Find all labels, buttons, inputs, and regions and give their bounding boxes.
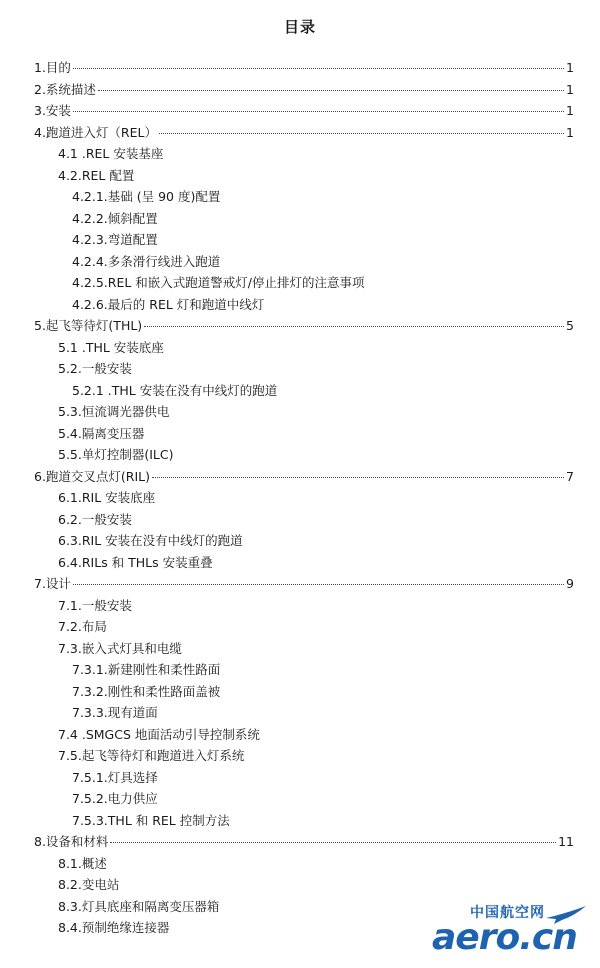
- toc-entry-page: 11: [558, 834, 574, 849]
- toc-entry[interactable]: [72, 381, 277, 401]
- toc-entry-label: 7.3.2.刚性和柔性路面盖被: [72, 683, 221, 699]
- toc-dot-leader: [73, 111, 564, 112]
- toc-entry[interactable]: [58, 424, 144, 444]
- toc-entry[interactable]: [58, 746, 244, 766]
- toc-entry-label: 6.3.RIL 安装在没有中线灯的跑道: [58, 533, 243, 548]
- toc-dot-leader: [73, 584, 564, 585]
- toc-entry-label: 4.2.6.最后的 REL 灯和跑道中线灯: [72, 296, 265, 312]
- toc-entry[interactable]: [72, 660, 220, 680]
- toc-dot-leader: [98, 90, 564, 91]
- toc-entry-page: 1: [566, 60, 574, 75]
- toc-entry-label: 4.跑道进入灯（REL）: [34, 124, 157, 140]
- toc-entry-page: 5: [566, 318, 574, 333]
- toc-entry-label: 5.1 .THL 安装底座: [58, 339, 164, 355]
- toc-entry-label: 8.3.灯具底座和隔离变压器箱: [58, 898, 220, 914]
- toc-entry-label: 7.5.2.电力供应: [72, 791, 158, 806]
- toc-entry-label: 7.4 .SMGCS 地面活动引导控制系统: [58, 726, 260, 742]
- toc-entry[interactable]: [58, 918, 169, 938]
- toc-entry[interactable]: [58, 596, 132, 616]
- toc-entry[interactable]: [72, 789, 158, 809]
- toc-entry[interactable]: [58, 725, 260, 745]
- toc-entry[interactable]: [72, 703, 158, 723]
- toc-entry-label: 6.跑道交叉点灯(RIL): [34, 468, 151, 484]
- toc-entry-label: 8.4.预制绝缘连接器: [58, 920, 170, 935]
- toc-entry[interactable]: [58, 897, 219, 917]
- toc-entry[interactable]: [34, 832, 574, 852]
- toc-entry[interactable]: [58, 553, 213, 573]
- toc-entry-label: 7.5.起飞等待灯和跑道进入灯系统: [58, 748, 245, 763]
- toc-entry[interactable]: [72, 230, 158, 250]
- toc-entry-label: 4.2.REL 配置: [58, 167, 135, 183]
- toc-entry-label: 1.目的: [34, 60, 71, 75]
- toc-entry-label: 7.设计: [34, 576, 71, 591]
- toc-entry[interactable]: [34, 574, 574, 594]
- toc-entry-label: 5.3.恒流调光器供电: [58, 404, 170, 419]
- toc-entry[interactable]: [58, 617, 107, 637]
- toc-entry[interactable]: [34, 80, 574, 100]
- toc-entry[interactable]: [58, 359, 132, 379]
- toc-entry-label: 7.1.一般安装: [58, 597, 132, 613]
- toc-entry[interactable]: [58, 488, 155, 508]
- toc-entry-label: 4.2.5.REL 和嵌入式跑道警戒灯/停止排灯的注意事项: [72, 275, 365, 290]
- toc-entry[interactable]: [34, 467, 574, 487]
- toc-entry-label: 8.2.变电站: [58, 877, 120, 892]
- toc-dot-leader: [73, 68, 564, 69]
- toc-entry-label: 6.4.RILs 和 THLs 安装重叠: [58, 554, 213, 570]
- toc-entry[interactable]: [72, 682, 220, 702]
- page-title: 目录: [283, 18, 316, 36]
- toc-entry-label: 7.2.布局: [58, 619, 107, 634]
- toc-entry-label: 4.2.3.弯道配置: [72, 232, 158, 247]
- toc-entry[interactable]: [72, 209, 158, 229]
- toc-entry-label: 4.1 .REL 安装基座: [58, 146, 164, 161]
- toc-entry[interactable]: [34, 101, 574, 121]
- toc-entry[interactable]: [72, 295, 264, 315]
- toc-entry-page: 7: [566, 468, 574, 484]
- toc-entry[interactable]: [34, 58, 574, 78]
- toc-entry[interactable]: [58, 144, 163, 164]
- toc-entry[interactable]: [58, 445, 174, 465]
- toc-dot-leader: [144, 326, 564, 327]
- toc-entry[interactable]: [58, 510, 132, 530]
- toc-entry-label: 4.2.4.多条滑行线进入跑道: [72, 253, 221, 269]
- toc-dot-leader: [110, 842, 556, 843]
- toc-entry-label: 5.5.单灯控制器(ILC): [58, 447, 174, 462]
- toc-entry[interactable]: [72, 811, 230, 831]
- toc-entry[interactable]: [58, 639, 182, 659]
- watermark-top-text: 中国航空网: [470, 905, 545, 921]
- toc-entry[interactable]: [72, 187, 220, 207]
- toc-entry[interactable]: [72, 273, 365, 293]
- toc-entry-page: 1: [566, 81, 574, 97]
- toc-entry-label: 5.4.隔离变压器: [58, 425, 145, 441]
- toc-entry-label: 7.3.1.新建刚性和柔性路面: [72, 662, 221, 677]
- toc-entry-page: 9: [566, 576, 574, 591]
- toc-dot-leader: [152, 477, 564, 478]
- toc-dot-leader: [159, 133, 564, 134]
- toc-entry-label: 5.2.1 .THL 安装在没有中线灯的跑道: [72, 382, 278, 398]
- toc-entry-label: 8.设备和材料: [34, 834, 109, 849]
- toc-entry[interactable]: [72, 252, 220, 272]
- watermark-bottom-text: aero.cn: [432, 917, 577, 958]
- toc-entry[interactable]: [58, 875, 119, 895]
- toc-entry-label: 5.2.一般安装: [58, 361, 132, 376]
- toc-entry-label: 7.3.3.现有道面: [72, 705, 158, 720]
- watermark-logo: [432, 902, 592, 962]
- toc-entry[interactable]: [58, 338, 164, 358]
- toc-entry[interactable]: [34, 316, 574, 336]
- toc-entry-page: 1: [566, 103, 574, 118]
- toc-entry[interactable]: [34, 123, 574, 143]
- toc-entry-page: 1: [566, 124, 574, 140]
- toc-entry-label: 7.3.嵌入式灯具和电缆: [58, 640, 182, 656]
- toc-entry[interactable]: [58, 854, 107, 874]
- toc-entry-label: 6.1.RIL 安装底座: [58, 490, 156, 505]
- toc-entry-label: 4.2.1.基础 (呈 90 度)配置: [72, 189, 221, 204]
- toc-entry[interactable]: [58, 402, 169, 422]
- toc-entry[interactable]: [58, 166, 134, 186]
- toc-entry-label: 2.系统描述: [34, 81, 96, 97]
- toc-entry-label: 4.2.2.倾斜配置: [72, 210, 158, 226]
- toc-entry-label: 7.5.3.THL 和 REL 控制方法: [72, 812, 230, 828]
- toc-entry-label: 3.安装: [34, 103, 71, 118]
- toc-entry-label: 7.5.1.灯具选择: [72, 769, 158, 785]
- toc-entry[interactable]: [72, 768, 158, 788]
- toc-entry[interactable]: [58, 531, 243, 551]
- toc-entry-label: 8.1.概述: [58, 855, 107, 871]
- toc-entry-label: 6.2.一般安装: [58, 511, 132, 527]
- toc-entry-label: 5.起飞等待灯(THL): [34, 318, 143, 333]
